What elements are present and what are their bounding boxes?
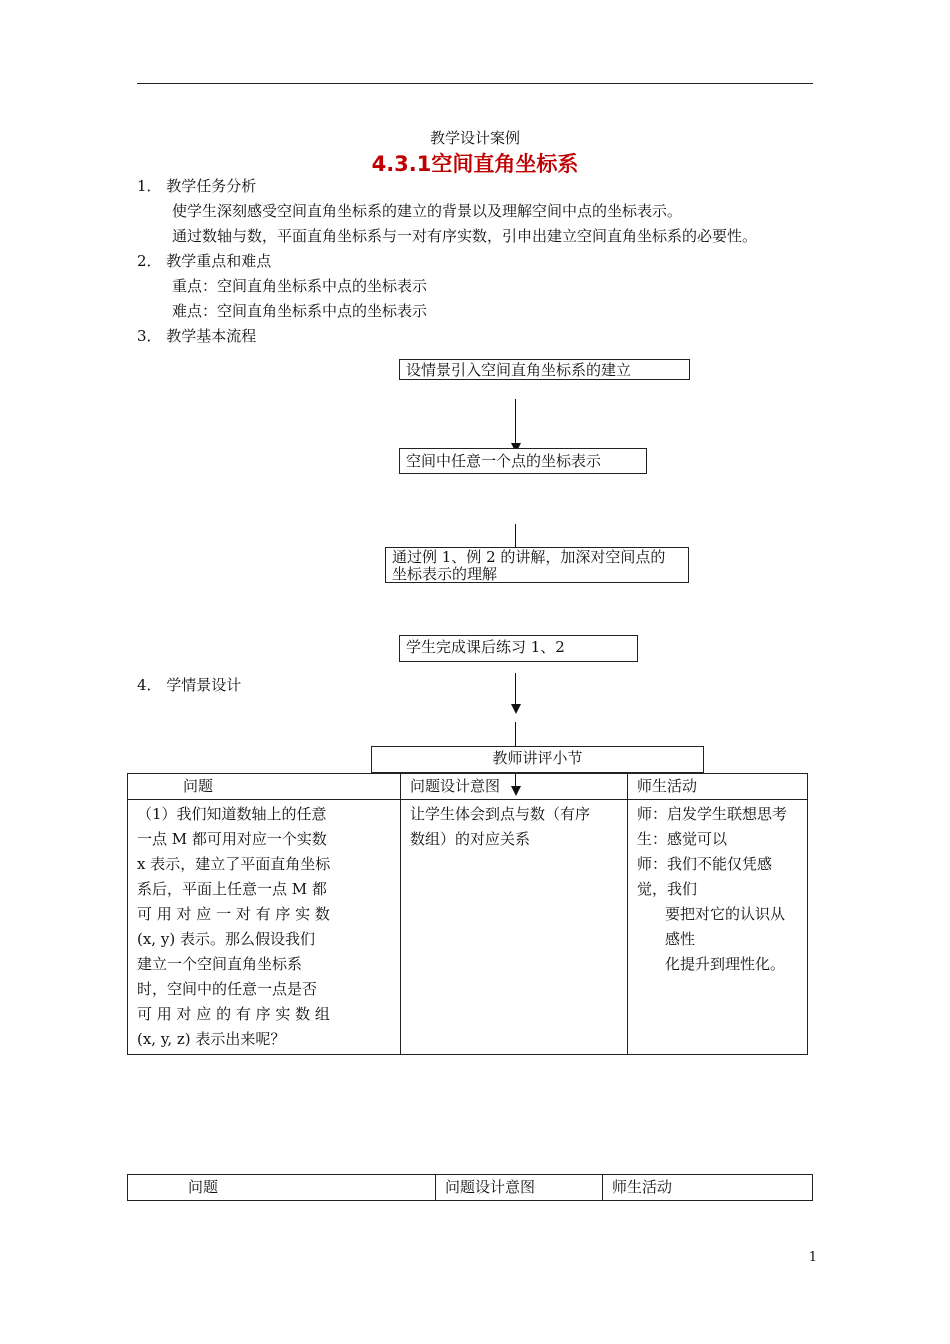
intent-line: 让学生体会到点与数（有序 xyxy=(410,805,591,823)
section-2-heading: 2． 教学重点和难点 xyxy=(137,252,272,270)
flow-step-1-box xyxy=(399,359,690,380)
question-line: (x, y) 表示。那么假设我们 xyxy=(137,930,315,948)
table-2-header-activity: 师生活动 xyxy=(603,1175,813,1201)
section-4-heading: 4． 学情景设计 xyxy=(137,676,242,694)
activity-line: 要把对它的认识从感性 xyxy=(665,905,786,948)
lesson-table-2 xyxy=(127,1174,813,1201)
flow-step-1-label: 设情景引入空间直角坐标系的建立 xyxy=(406,361,632,379)
activity-line: 师：启发学生联想思考 xyxy=(637,805,788,823)
header-rule xyxy=(137,83,813,84)
flow-arrow-1-line xyxy=(515,399,516,444)
table-1-question-cell xyxy=(128,800,401,1055)
question-line: 可 用 对 应 的 有 序 实 数 组 xyxy=(137,1005,330,1023)
question-line: 建立一个空间直角坐标系 xyxy=(137,955,303,973)
question-line: x 表示，建立了平面直角坐标 xyxy=(137,855,331,873)
section-1-heading: 1． 教学任务分析 xyxy=(137,177,257,195)
flow-step-3-label-line-2: 坐标表示的理解 xyxy=(392,565,498,583)
flow-step-4-label: 学生完成课后练习 1、2 xyxy=(406,638,565,656)
question-line: 可 用 对 应 一 对 有 序 实 数 xyxy=(137,905,330,923)
document-subtitle: 教学设计案例 xyxy=(429,129,520,147)
difficult-point-text: 难点：空间直角坐标系中点的坐标表示 xyxy=(172,302,428,320)
activity-line: 化提升到理性化。 xyxy=(665,955,786,973)
table-1-intent-cell xyxy=(401,800,628,1055)
lesson-table-1 xyxy=(127,773,808,1055)
key-point-text: 重点：空间直角坐标系中点的坐标表示 xyxy=(172,277,428,295)
lesson-table-1-header-row xyxy=(128,774,808,800)
activity-line: 生：感觉可以 xyxy=(637,830,728,848)
question-line: 一点 M 都可用对应一个实数 xyxy=(137,830,327,848)
section-3-heading: 3． 教学基本流程 xyxy=(137,327,257,345)
page-number: 1 xyxy=(808,1250,817,1265)
flow-step-5-label: 教师讲评小节 xyxy=(492,749,583,767)
flow-step-2-box xyxy=(399,448,647,474)
flow-step-4-box xyxy=(399,635,638,662)
section-1-paragraph-2: 通过数轴与数，平面直角坐标系与一对有序实数，引申出建立空间直角坐标系的必要性。 xyxy=(172,227,758,245)
flow-step-3-box xyxy=(385,547,689,583)
table-2-header-intent: 问题设计意图 xyxy=(436,1175,603,1201)
question-line: (x, y, z) 表示出来呢？ xyxy=(137,1030,286,1048)
question-line: 系后，平面上任意一点 M 都 xyxy=(137,880,327,898)
section-1-paragraph-1: 使学生深刻感受空间直角坐标系的建立的背景以及理解空间中点的坐标表示。 xyxy=(172,202,683,220)
table-1-activity-cell xyxy=(628,800,808,1055)
intent-line: 数组）的对应关系 xyxy=(410,830,531,848)
flow-arrow-3-head xyxy=(511,704,521,714)
flow-step-3-label-line-1: 通过例 1、例 2 的讲解，加深对空间点的 xyxy=(392,548,666,566)
activity-line: 师：我们不能仅凭感觉，我们 xyxy=(637,855,773,898)
document-title: 4.3.1空间直角坐标系 xyxy=(371,152,579,176)
lesson-table-2-header-row xyxy=(128,1175,813,1201)
table-1-header-question: 问题 xyxy=(128,774,401,800)
flow-step-5-box xyxy=(371,746,704,773)
table-1-header-intent: 问题设计意图 xyxy=(401,774,628,800)
question-line: 时，空间中的任意一点是否 xyxy=(137,980,318,998)
table-2-header-question: 问题 xyxy=(128,1175,436,1201)
question-line: （1）我们知道数轴上的任意 xyxy=(137,805,327,823)
flow-arrow-3-line xyxy=(515,673,516,706)
table-1-header-activity: 师生活动 xyxy=(628,774,808,800)
lesson-table-1-row-1 xyxy=(128,800,808,1055)
flow-step-2-label: 空间中任意一个点的坐标表示 xyxy=(406,452,602,470)
